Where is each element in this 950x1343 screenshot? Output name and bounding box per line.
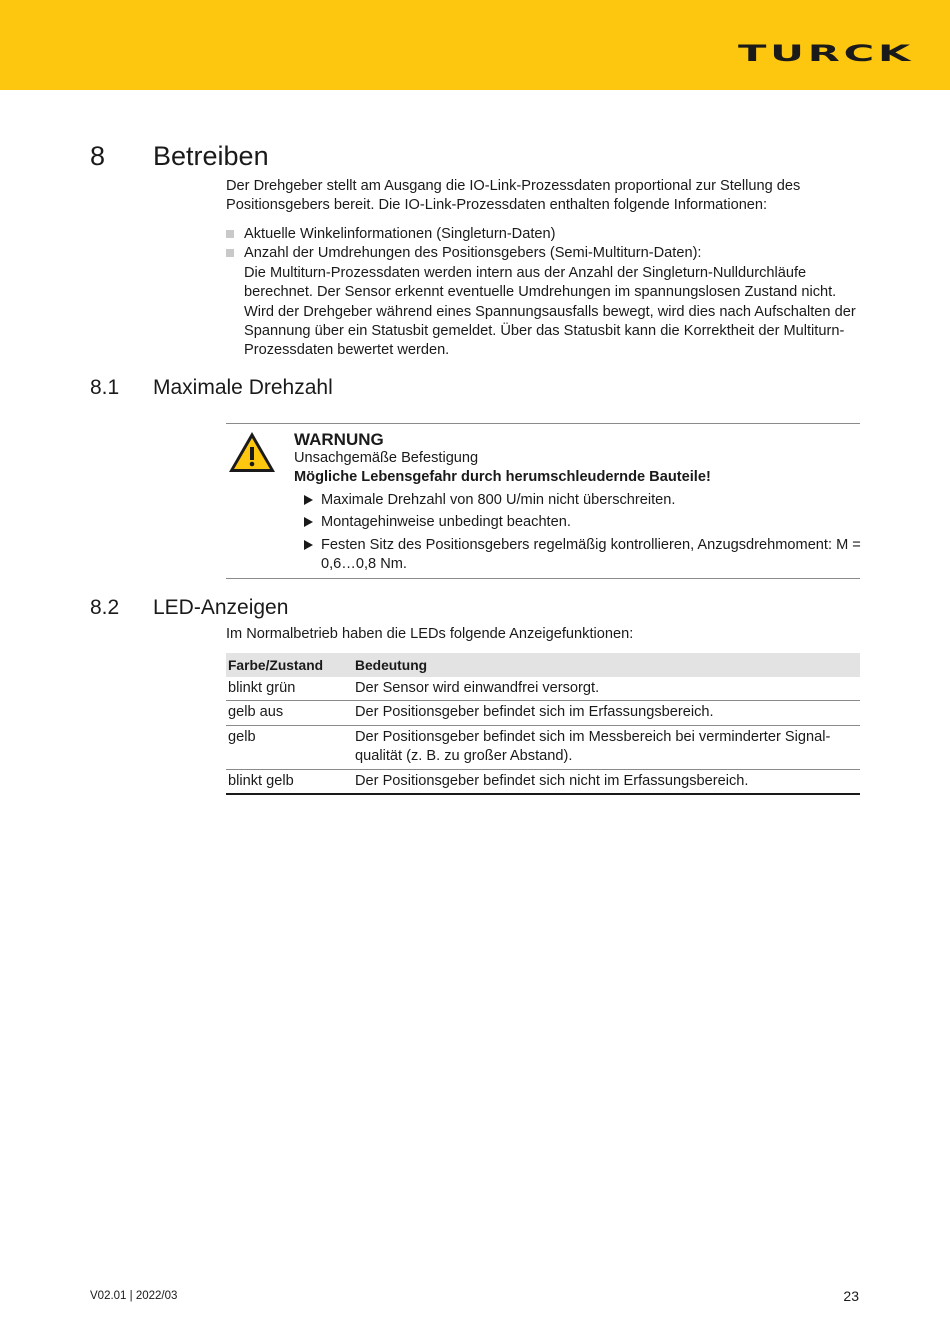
table-header-row (226, 653, 860, 677)
list-item (303, 513, 863, 532)
column-header: Farbe/Zustand (226, 653, 353, 677)
page-number: 23 (843, 1288, 859, 1304)
list-item-continuation: Die Multiturn-Prozessdaten werden intern aus der Anzahl der Singleturn-Nulldurchläufe berechnet. Der Sensor erkennt eventuelle Umdrehungen im spannungslosen Zustand nicht. Wird der Drehgeber während eines Spannungsausfalls bewegt, wird dies nach Aufschalten der Spannung über ein Statusbit gemeldet. Über das Statusbit kann die Korrektheit der Multiturn-Prozessdaten bewertet werden. (244, 264, 856, 359)
footer-version: V02.01 | 2022/03 (90, 1290, 178, 1302)
list-item (303, 491, 863, 510)
subsection-number: 8.1 (90, 376, 120, 399)
table-cell: Der Positionsgeber befindet sich im Messbereich bei verminderter Signal-qualität (z. B. zu großer Abstand). (353, 725, 860, 769)
subsection-title: LED-Anzeigen (153, 596, 289, 619)
subsection-title: Maximale Drehzahl (153, 376, 333, 399)
list-item (226, 244, 866, 360)
table-cell: Der Sensor wird einwandfrei versorgt. (353, 677, 860, 701)
warning-action: Maximale Drehzahl von 800 U/min nicht überschreiten. (321, 492, 676, 508)
turck-logo (738, 42, 914, 64)
bullet-square-icon (226, 230, 234, 238)
table-cell: blinkt grün (226, 677, 353, 701)
section-intro: Der Drehgeber stellt am Ausgang die IO-Link-Prozessdaten proportional zur Stellung des Positionsgebers bereit. Die IO-Link-Prozessdaten enthalten folgende Informationen: (226, 178, 801, 214)
warning-action-list (303, 491, 863, 578)
warning-bottom-rule (226, 578, 860, 579)
arrow-right-icon (304, 517, 313, 527)
table-cell: Der Positionsgeber befindet sich nicht im Erfassungsbereich. (353, 769, 860, 794)
warning-title: WARNUNG (294, 430, 384, 449)
warning-top-rule (226, 423, 860, 424)
arrow-right-icon (304, 540, 313, 550)
warning-danger: Mögliche Lebensgefahr durch herumschleudernde Bauteile! (294, 469, 711, 485)
subsection-number: 8.2 (90, 596, 120, 619)
table-row (226, 701, 860, 725)
warning-action: Montagehinweise unbedingt beachten. (321, 514, 571, 531)
table-row (226, 725, 860, 769)
table-cell: gelb (226, 725, 353, 769)
list-item (303, 536, 863, 575)
list-item (226, 225, 866, 244)
section-number: 8 (90, 141, 106, 171)
table-cell: blinkt gelb (226, 769, 353, 794)
brand-text: TURCK (738, 42, 914, 64)
table-row (226, 769, 860, 794)
info-bullet-list (226, 225, 866, 361)
table-cell: gelb aus (226, 701, 353, 725)
led-intro: Im Normalbetrieb haben die LEDs folgende Anzeigefunktionen: (226, 626, 634, 642)
column-header: Bedeutung (353, 653, 860, 677)
list-item-text: Aktuelle Winkelinformationen (Singleturn-Daten) (244, 226, 556, 242)
arrow-right-icon (304, 495, 313, 505)
warning-triangle-icon (227, 430, 277, 474)
list-item-text: Anzahl der Umdrehungen des Positionsgebers (Semi-Multiturn-Daten): (244, 245, 702, 262)
led-table (226, 653, 860, 795)
table-cell: Der Positionsgeber befindet sich im Erfassungsbereich. (353, 701, 860, 725)
section-title: Betreiben (153, 141, 269, 171)
table-row (226, 677, 860, 701)
warning-cause: Unsachgemäße Befestigung (294, 450, 479, 466)
bullet-square-icon (226, 249, 234, 257)
warning-action: Festen Sitz des Positionsgebers regelmäßig kontrollieren, Anzugsdrehmoment: M = 0,6…0,8 Nm. (321, 536, 861, 573)
